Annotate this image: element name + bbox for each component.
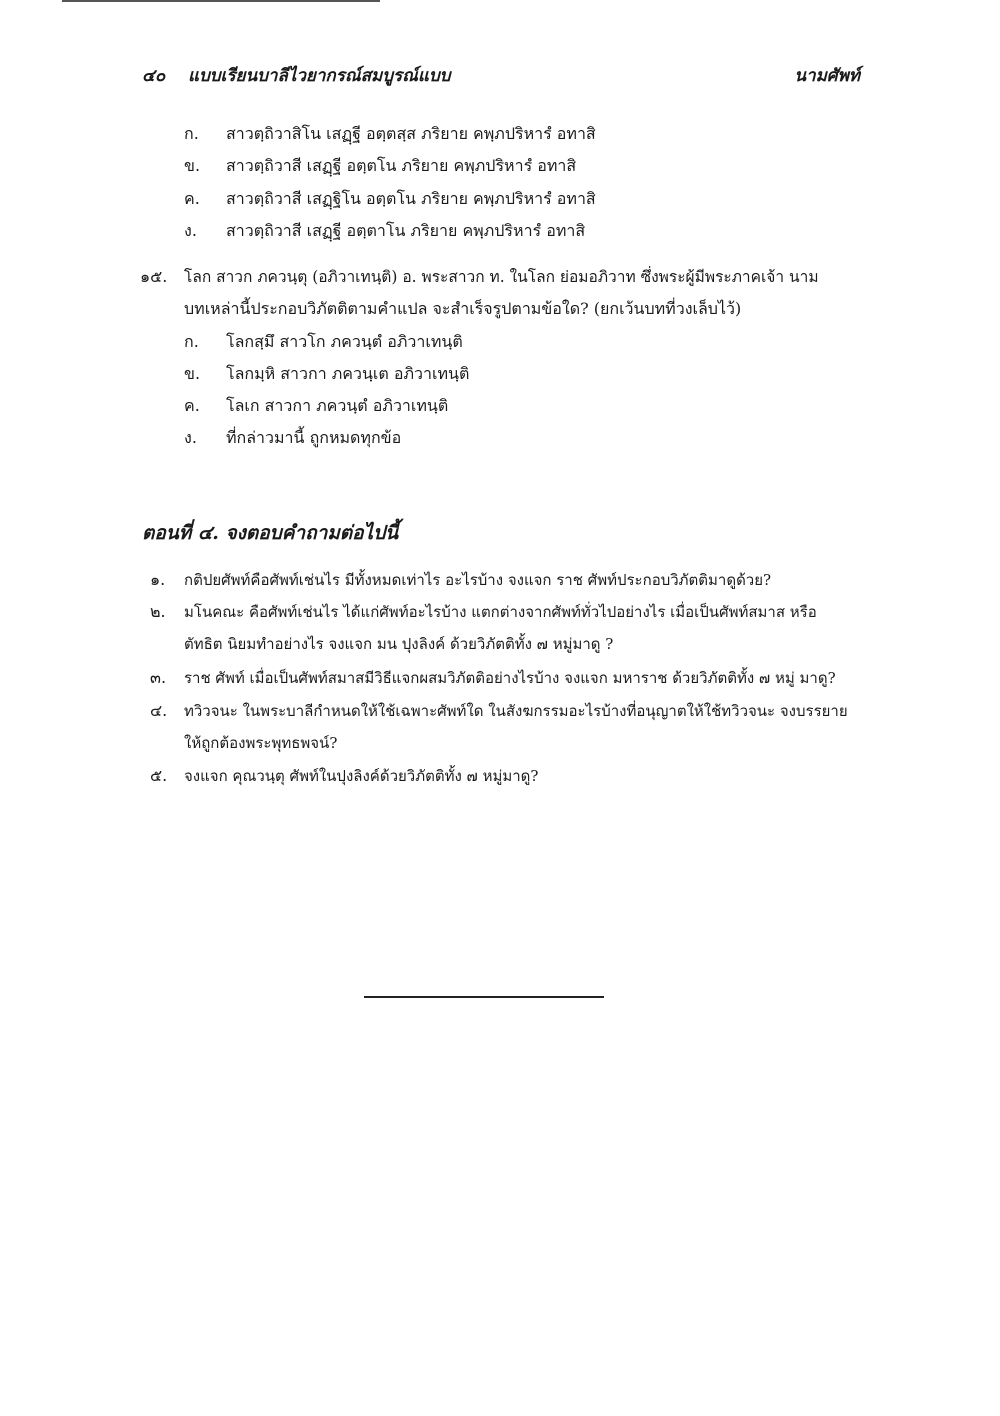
q15-option-label: ข. xyxy=(184,364,201,383)
q15-option-text: โลกสฺมึ สาวโก ภควนฺตํ อภิวาเทนฺติ xyxy=(226,332,463,351)
section-4-heading: ตอนที่ ๔. จงตอบคำถามต่อไปนี้ xyxy=(142,522,399,544)
q15-option-text: โลกมฺหิ สาวกา ภควนฺเต อภิวาเทนฺติ xyxy=(226,364,470,383)
page-number: ๔๐ xyxy=(142,66,166,86)
s4-question-text: มโนคณะ คือศัพท์เช่นไร ได้แก่ศัพท์อะไรบ้าง แตกต่างจากศัพท์ทั่วไปอย่างไร เมื่อเป็นศัพท์สมาส หรือ xyxy=(184,603,817,621)
q14-option-label: ค. xyxy=(184,189,200,208)
s4-question-text: กติปยศัพท์คือศัพท์เช่นไร มีทั้งหมดเท่าไร อะไรบ้าง จงแจก ราช ศัพท์ประกอบวิภัตติมาดูด้วย? xyxy=(184,571,772,589)
q14-option-label: ง. xyxy=(184,221,197,240)
q14-option-label: ก. xyxy=(184,124,199,143)
end-rule xyxy=(364,996,604,998)
q14-option-text: สาวตฺถิวาสี เสฏฺฐี อตฺตโน ภริยาย คพฺภปริหารํ อทาสิ xyxy=(226,156,577,175)
page-header xyxy=(142,62,860,88)
s4-question-number: ๑. xyxy=(150,570,166,589)
s4-question-text: ให้ถูกต้องพระพุทธพจน์? xyxy=(184,734,338,752)
q15-option-label: ง. xyxy=(184,428,197,447)
q14-option-text: สาวตฺถิวาสิโน เสฏฺฐี อตฺตสฺส ภริยาย คพฺภปริหารํ อทาสิ xyxy=(226,124,596,143)
q15-option-text: ที่กล่าวมานี้ ถูกหมดทุกข้อ xyxy=(226,428,402,447)
s4-question-number: ๕. xyxy=(150,766,168,785)
q14-option-text: สาวตฺถิวาสี เสฏฺฐิโน อตฺตโน ภริยาย คพฺภปริหารํ อทาสิ xyxy=(226,189,596,208)
q15-text-line2: บทเหล่านี้ประกอบวิภัตติตามคำแปล จะสำเร็จรูปตามข้อใด? (ยกเว้นบทที่วงเล็บไว้) xyxy=(184,299,742,318)
q14-option-text: สาวตฺถิวาสี เสฏฺฐี อตฺตาโน ภริยาย คพฺภปริหารํ อทาสิ xyxy=(226,221,586,240)
s4-question-text: ราช ศัพท์ เมื่อเป็นศัพท์สมาสมีวิธีแจกผสมวิภัตติอย่างไรบ้าง จงแจก มหาราช ด้วยวิภัตติทั้ง ๗ หมู่ มาดู? xyxy=(184,669,836,687)
s4-question-text: ตัทธิต นิยมทำอย่างไร จงแจก มน ปุงลิงค์ ด้วยวิภัตติทั้ง ๗ หมู่มาดู ? xyxy=(184,635,614,653)
q15-number: ๑๕. xyxy=(140,267,168,286)
s4-question-number: ๒. xyxy=(150,602,166,621)
s4-question-number: ๔. xyxy=(150,701,168,720)
book-title: แบบเรียนบาลีไวยากรณ์สมบูรณ์แบบ xyxy=(188,66,451,86)
chapter-title: นามศัพท์ xyxy=(794,66,860,86)
q15-option-label: ค. xyxy=(184,396,200,415)
q14-option-label: ข. xyxy=(184,156,201,175)
top-rule xyxy=(62,0,380,2)
q15-option-label: ก. xyxy=(184,332,199,351)
s4-question-text: ทวิวจนะ ในพระบาลีกำหนดให้ใช้เฉพาะศัพท์ใด ในสังฆกรรมอะไรบ้างที่อนุญาตให้ใช้ทวิวจนะ จงบรรยาย xyxy=(184,702,848,720)
q15-option-text: โลเก สาวกา ภควนฺตํ อภิวาเทนฺติ xyxy=(226,396,449,415)
s4-question-number: ๓. xyxy=(150,668,167,687)
s4-question-text: จงแจก คุณวนฺตุ ศัพท์ในปุงลิงค์ด้วยวิภัตติทั้ง ๗ หมู่มาดู? xyxy=(184,767,539,785)
q15-text-line1: โลก สาวก ภควนฺตุ (อภิวาเทนฺติ) อ. พระสาวก ท. ในโลก ย่อมอภิวาท ซึ่งพระผู้มีพระภาคเจ้า นาม xyxy=(184,268,819,286)
